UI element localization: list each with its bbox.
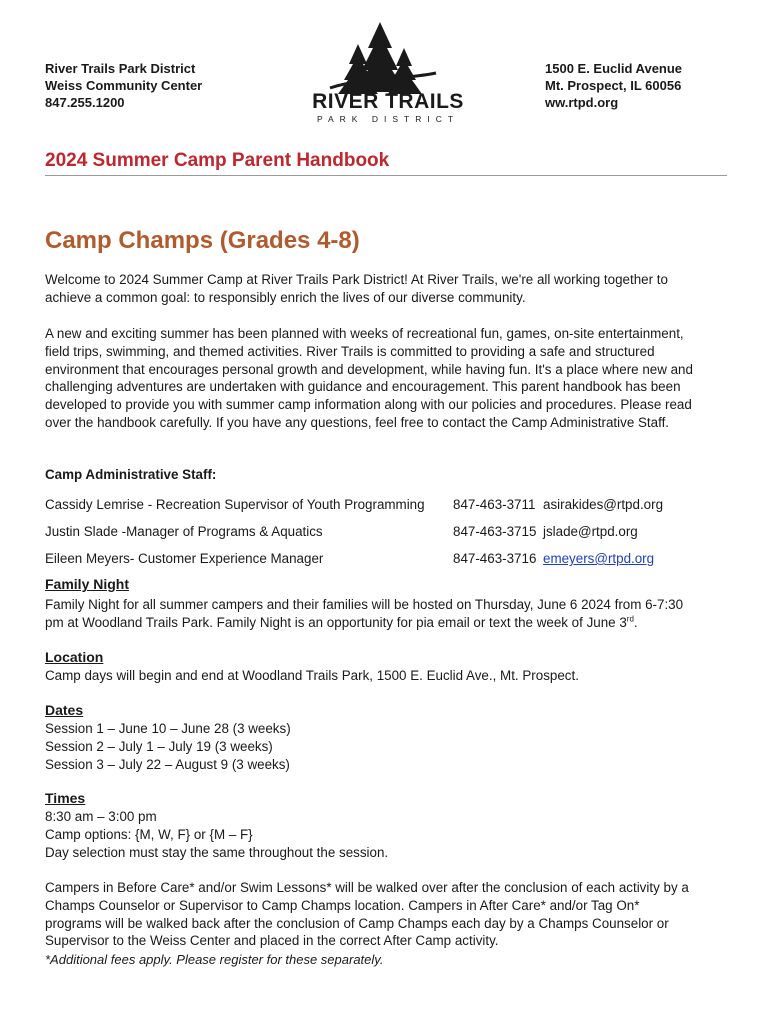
staff-phone: 847-463-3716: [453, 551, 537, 566]
center-name: Weiss Community Center: [45, 78, 203, 93]
logo-wordmark: RIVER TRAILS: [312, 90, 464, 113]
river-trails-logo: [308, 18, 468, 126]
staff-row: [45, 497, 735, 515]
address-block: [545, 60, 682, 111]
superscript: rd: [626, 614, 634, 624]
session-line: Session 3 – July 22 – August 9 (3 weeks): [45, 756, 290, 772]
text-line: over the handbook carefully. If you have any questions, feel free to contact the Camp Administrative Staff.: [45, 414, 670, 430]
district-contact-block: [45, 60, 202, 111]
city-state-zip: Mt. Prospect, IL 60056: [545, 78, 682, 93]
text-line: developed to provide you with summer camp information along with our policies and procedures. Please read: [45, 397, 692, 413]
title-divider: [45, 175, 727, 176]
dates-list: [45, 720, 735, 773]
staff-email: asirakides@rtpd.org: [543, 497, 664, 512]
text-line: environment that encourages personal growth and development, while having fun. It's a place where new and: [45, 361, 693, 377]
staff-phone: 847-463-3715: [453, 524, 537, 539]
staff-heading: Camp Administrative Staff:: [45, 467, 217, 482]
text-line: challenging adventures are undertaken with guidance and encouragement. This parent handbook has been: [45, 379, 681, 395]
intro-paragraph-2: [45, 325, 735, 432]
text-line: Family Night for all summer campers and their families will be hosted on Thursday, June 6 2024 from 6-7:30: [45, 597, 684, 612]
family-night-heading: Family Night: [45, 576, 130, 592]
staff-name: Justin Slade -Manager of Programs & Aquatics: [45, 524, 323, 539]
text-line: achieve a common goal: to responsibly enrich the lives of our diverse community.: [45, 289, 526, 305]
text-line: Campers in Before Care* and/or Swim Lessons* will be walked over after the conclusion of each activity by a: [45, 880, 689, 895]
times-heading: Times: [45, 790, 86, 806]
location-text: Camp days will begin and end at Woodland Trails Park, 1500 E. Euclid Ave., Mt. Prospect.: [45, 668, 579, 683]
intro-paragraph-1: [45, 271, 735, 307]
dates-heading: Dates: [45, 702, 84, 718]
times-list: [45, 808, 735, 861]
text-line: field trips, swimming, and themed activities. River Trails is committed to providing a safe and structured: [45, 343, 655, 359]
text-line: Day selection must stay the same throughout the session.: [45, 844, 389, 860]
text-line: Supervisor to the Weiss Center and placed in the correct After Camp activity.: [45, 933, 499, 949]
text-line: Champs Counselor or Supervisor to Camp Champs location. Campers in After Care* and/or Tag On*: [45, 897, 640, 913]
staff-email: jslade@rtpd.org: [543, 524, 638, 539]
text-segment: .: [633, 614, 638, 630]
logo-subtitle: PARK DISTRICT: [316, 114, 460, 124]
staff-row: [45, 524, 735, 542]
session-line: Session 2 – July 1 – July 19 (3 weeks): [45, 738, 273, 754]
text-line: Welcome to 2024 Summer Camp at River Trails Park District! At River Trails, we're all working together to: [45, 272, 668, 287]
text-line: [45, 614, 735, 632]
section-title: Camp Champs (Grades 4-8): [45, 227, 360, 254]
staff-name: Cassidy Lemrise - Recreation Supervisor of Youth Programming: [45, 497, 425, 512]
text-line: 8:30 am – 3:00 pm: [45, 809, 157, 824]
district-name: River Trails Park District: [45, 61, 196, 76]
street-address: 1500 E. Euclid Avenue: [545, 61, 683, 76]
session-line: Session 1 – June 10 – June 28 (3 weeks): [45, 721, 291, 736]
fees-note: *Additional fees apply. Please register for these separately.: [45, 952, 384, 967]
staff-row: [45, 551, 735, 569]
district-phone: 847.255.1200: [45, 95, 125, 110]
staff-name: Eileen Meyers- Customer Experience Manager: [45, 551, 324, 566]
care-paragraph: [45, 879, 735, 950]
text-line: programs will be walked back after the conclusion of Camp Champs each day by a Champs Counselor or: [45, 915, 669, 931]
handbook-title: 2024 Summer Camp Parent Handbook: [45, 150, 390, 171]
text-line: Camp options: {M, W, F} or {M – F}: [45, 826, 253, 842]
staff-phone: 847-463-3711: [453, 497, 536, 512]
staff-email-link[interactable]: emeyers@rtpd.org: [543, 551, 655, 566]
family-night-text: [45, 596, 735, 632]
text-line: A new and exciting summer has been planned with weeks of recreational fun, games, on-site entertainment,: [45, 326, 684, 341]
website: ww.rtpd.org: [545, 95, 619, 110]
location-heading: Location: [45, 649, 104, 665]
text-segment: pm at Woodland Trails Park. Family Night is an opportunity for pia email or text the week of June 3: [45, 614, 627, 630]
